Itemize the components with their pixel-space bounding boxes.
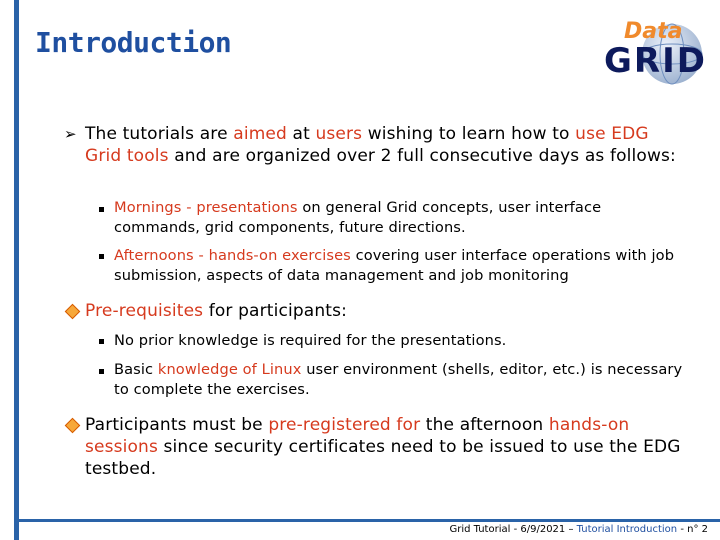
arrow-bullet-icon: ➢	[64, 125, 77, 143]
diamond-bullet-icon	[65, 304, 81, 320]
bullet-tutorials-overview: The tutorials are aimed at users wishing to learn how to use EDG Grid tools and are organized over 2 full consecutive days as follows:	[85, 124, 676, 166]
logo-data-text: Data	[624, 19, 683, 44]
square-bullet-icon	[99, 339, 104, 344]
bullet-prerequisites: Pre-requisites for participants:	[85, 301, 347, 321]
square-bullet-icon	[99, 254, 104, 259]
slide-title: Introduction	[35, 26, 232, 59]
logo-grid-text: GRID	[604, 41, 707, 81]
sub-bullet-mornings: Mornings - presentations on general Grid concepts, user interface commands, grid components, future directions.	[114, 199, 602, 236]
sub-bullet-linux-knowledge: Basic knowledge of Linux user environment (shells, editor, etc.) is necessary to complete the exercises.	[114, 361, 683, 398]
square-bullet-icon	[99, 369, 104, 374]
footer-section-name: Tutorial Introduction	[576, 524, 678, 535]
sub-bullet-afternoons: Afternoons - hands-on exercises covering user interface operations with job submission, aspects of data management and job monitoring	[114, 247, 675, 284]
square-bullet-icon	[99, 207, 104, 212]
slide-footer: Grid Tutorial - 6/9/2021 – Tutorial Introduction - n° 2	[449, 524, 708, 535]
bullet-registration: Participants must be pre-registered for the afternoon hands-on sessions since security certificates need to be issued to use the EDG testbed.	[85, 415, 681, 479]
sub-bullet-no-prior-knowledge: No prior knowledge is required for the presentations.	[114, 332, 507, 349]
diamond-bullet-icon	[65, 418, 81, 434]
